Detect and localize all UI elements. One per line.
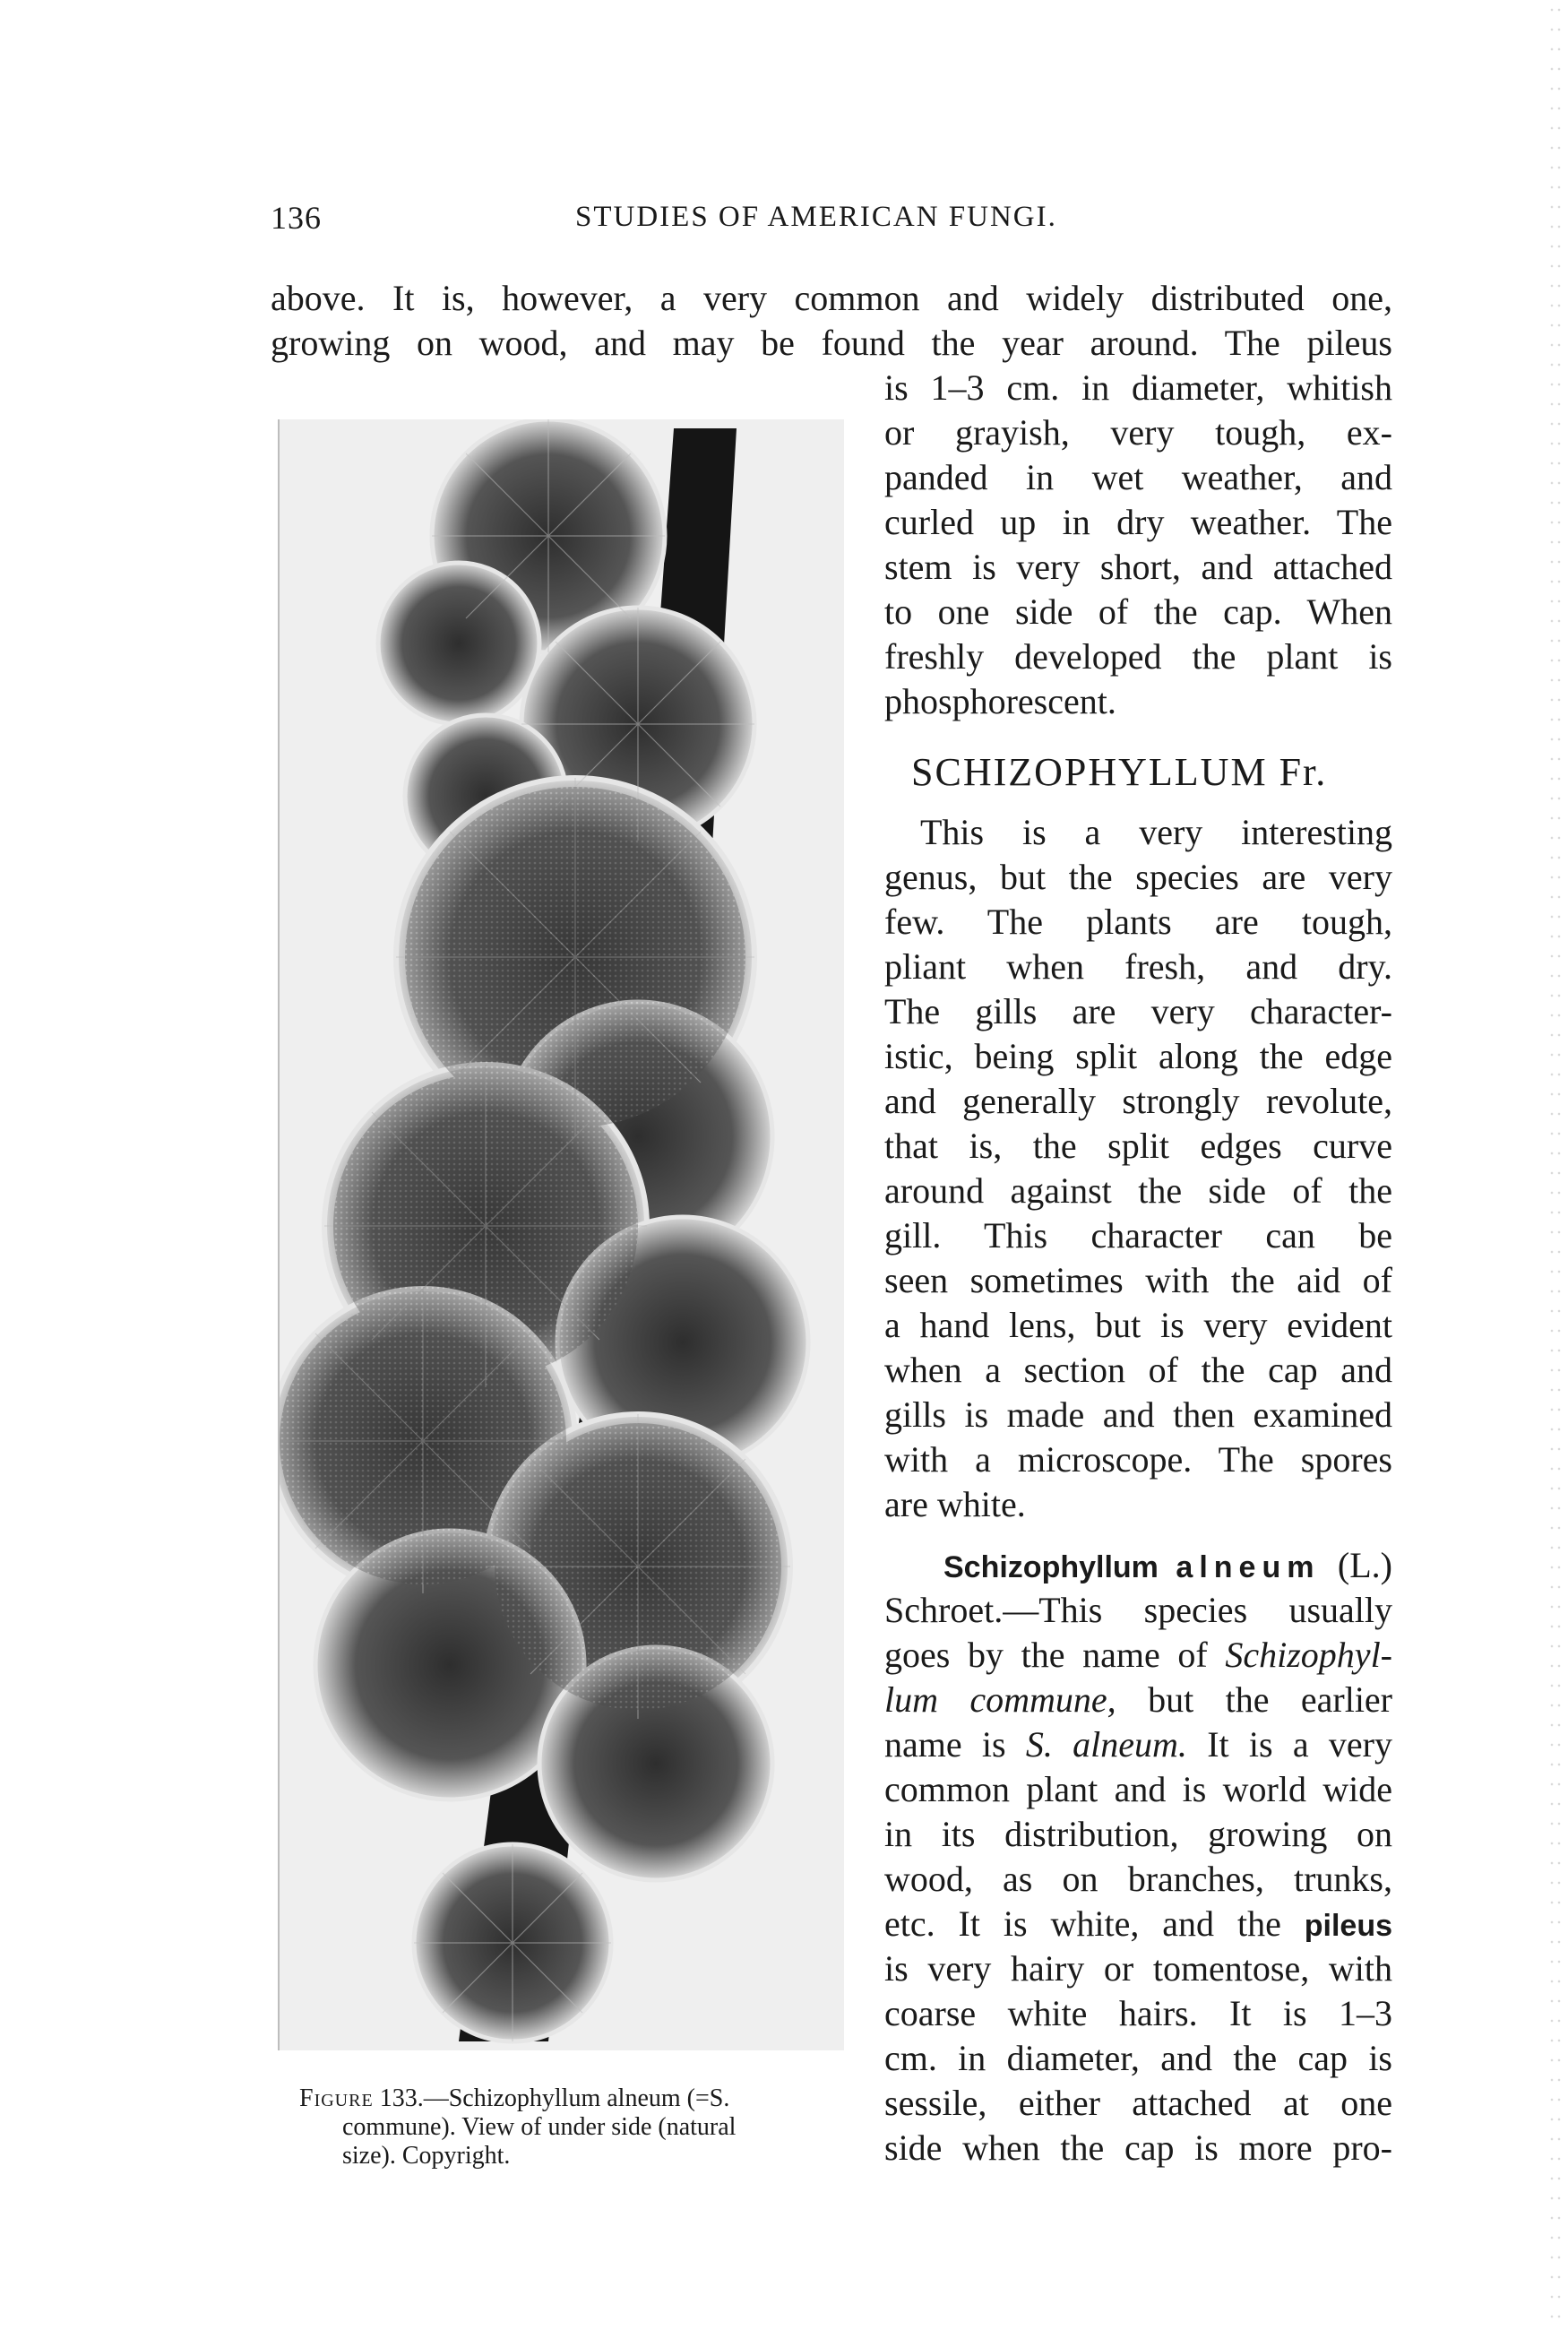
- paragraph-line: to one side of the cap. When: [884, 591, 1392, 632]
- caption-line: commune). View of under side (natural: [342, 2113, 737, 2141]
- fungus-photograph: [278, 419, 844, 2050]
- paragraph-line: few. The plants are tough,: [884, 902, 1392, 942]
- species-genus-name: Schizophyllum: [943, 1550, 1159, 1584]
- paragraph-line: seen sometimes with the aid of: [884, 1260, 1392, 1300]
- paragraph-line: istic, being split along the edge: [884, 1036, 1392, 1076]
- paragraph-line: above. It is, however, a very common and widely distributed one,: [271, 278, 1392, 318]
- paragraph-line: phosphorescent.: [884, 681, 1116, 721]
- paragraph-line: stem is very short, and attached: [884, 547, 1392, 587]
- bold-term: pileus: [1304, 1909, 1392, 1943]
- paragraph-line: cm. in diameter, and the cap is: [884, 2038, 1392, 2078]
- paragraph-line: sessile, either attached at one: [884, 2083, 1392, 2123]
- paragraph-line: growing on wood, and may be found the year around. The pileus: [271, 323, 1392, 363]
- species-epithet: alneum: [1176, 1550, 1321, 1584]
- page-header: [271, 199, 1392, 238]
- italic-name: S. alneum.: [1025, 1724, 1187, 1765]
- paragraph-line: or grayish, very tough, ex-: [884, 412, 1392, 453]
- paragraph-line: in its distribution, growing on: [884, 1814, 1392, 1854]
- paragraph-line: wood, as on branches, trunks,: [884, 1859, 1392, 1899]
- paragraph-line: when a section of the cap and: [884, 1350, 1392, 1390]
- italic-name: lum commune,: [884, 1679, 1116, 1720]
- paragraph-line: with a microscope. The spores: [884, 1439, 1392, 1480]
- caption-line: Figure 133.—Schizophyllum alneum (=S.: [299, 2084, 730, 2112]
- paragraph-line: Schroet.—This species usually: [884, 1590, 1392, 1630]
- paragraph-line: etc. It is white, and the pileus: [884, 1903, 1392, 1944]
- paragraph-line: a hand lens, but is very evident: [884, 1305, 1392, 1345]
- page-number: 136: [271, 200, 322, 236]
- paragraph-line: pliant when fresh, and dry.: [884, 946, 1392, 987]
- paragraph-line: goes by the name of Schizophyl-: [884, 1635, 1392, 1675]
- paragraph-line: freshly developed the plant is: [884, 636, 1392, 677]
- paragraph-line: panded in wet weather, and: [884, 457, 1392, 497]
- species-title-line: [884, 1543, 1392, 1590]
- section-heading: SCHIZOPHYLLUM Fr.: [911, 750, 1328, 794]
- paragraph-line: name is S. alneum. It is a very: [884, 1724, 1392, 1765]
- running-title: STUDIES OF AMERICAN FUNGI.: [575, 201, 1057, 233]
- italic-name: Schizophyl-: [1225, 1635, 1392, 1675]
- paragraph-line: and generally strongly revolute,: [884, 1081, 1392, 1121]
- paragraph-line: around against the side of the: [884, 1170, 1392, 1211]
- paragraph-line: are white.: [884, 1484, 1026, 1524]
- caption-label: Figure: [299, 2084, 374, 2112]
- paragraph-line: The gills are very character-: [884, 991, 1392, 1031]
- paragraph-line: genus, but the species are very: [884, 857, 1392, 897]
- paragraph-line: coarse white hairs. It is 1–3: [884, 1993, 1392, 2033]
- paragraph-line: This is a very interesting: [920, 812, 1392, 852]
- paragraph-line: side when the cap is more pro-: [884, 2127, 1392, 2168]
- paragraph-line: is very hairy or tomentose, with: [884, 1948, 1392, 1989]
- caption-line: size). Copyright.: [342, 2142, 511, 2170]
- paragraph-line: curled up in dry weather. The: [884, 502, 1392, 542]
- paragraph-line: gill. This character can be: [884, 1215, 1392, 1256]
- page-edge-texture: [1548, 0, 1563, 2330]
- paragraph-line: is 1–3 cm. in diameter, whitish: [884, 367, 1392, 408]
- paragraph-line: lum commune, but the earlier: [884, 1679, 1393, 1720]
- figure-caption: [299, 2084, 858, 2170]
- species-authority: (L.): [1320, 1545, 1393, 1585]
- paragraph-line: gills is made and then examined: [884, 1394, 1392, 1435]
- paragraph-line: common plant and is world wide: [884, 1769, 1392, 1809]
- fungus-illustration: [280, 419, 844, 2050]
- paragraph-line: that is, the split edges curve: [884, 1126, 1392, 1166]
